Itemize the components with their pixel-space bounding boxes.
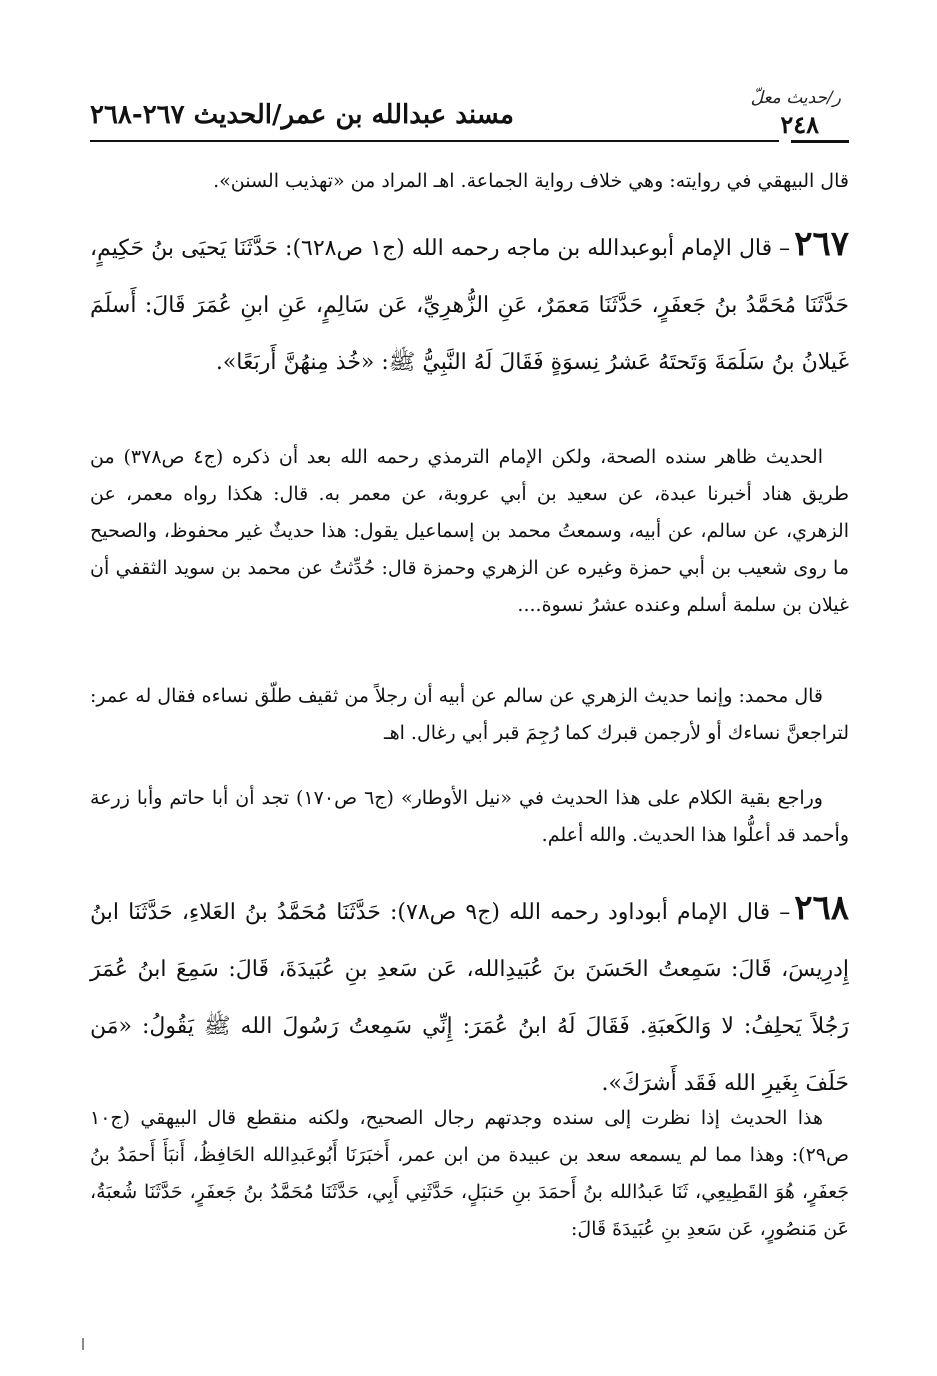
commentary-paragraph: هذا الحديث إذا نظرت إلى سنده وجدتهم رجال الصحيح، ولكنه منقطع قال البيهقي (ج١٠ ص٢٩): وهذا مما لم يسمعه سعد بن عبيدة من ابن عمر، أَخبَرَنَا أَبُوعَبدِالله الحَافِظُ، أَنبَأَ أَحمَدُ بنُ جَعفَرٍ، هُوَ القَطِيعِي، ثَنَا عَبدُالله بنُ أَحمَدَ بنِ حَنبَلٍ، حَدَّثَنِي أَبِي، حَدَّثَنَا مُحَمَّدُ بنُ جَعفَرٍ، حَدَّثَنَا شُعبَةُ، عَن مَنصُورٍ، عَن سَعدِ بنِ عُبَيدَةَ قَالَ:	[90, 1107, 849, 1240]
handwritten-note: ر/حديث معلّ	[750, 88, 841, 108]
hadith-268-text	[90, 880, 849, 1112]
header-rule	[90, 140, 779, 142]
page-number-underline	[791, 140, 849, 143]
running-title: مسند عبدالله بن عمر/الحديث ٢٦٧-٢٦٨	[90, 100, 514, 130]
hadith-267-number: ٢٦٧	[794, 224, 849, 264]
page-number: ٢٤٨	[780, 110, 819, 139]
hadith-267-commentary-3	[90, 780, 849, 854]
intro-block	[90, 163, 849, 200]
hadith-268-number: ٢٦٨	[794, 888, 849, 928]
hadith-267-commentary	[90, 439, 849, 624]
intro-paragraph: قال البيهقي في روايته: وهي خلاف رواية الجماعة. اهـ المراد من «تهذيب السنن».	[213, 170, 849, 192]
page-header	[90, 88, 849, 146]
hadith-267-text	[90, 216, 849, 391]
hadith-268-commentary	[90, 1100, 849, 1248]
commentary-paragraph: قال محمد: وإنما حديث الزهري عن سالم عن أبيه أن رجلاً من ثقيف طلّق نساءه فقال له عمر: لتراجعنَّ نساءك أو لأرجمن قبرك كما رُجِمَ قبر أبي رغال. اهـ	[90, 685, 849, 744]
hadith-267-body: – قال الإمام أبوعبدالله بن ماجه رحمه الله (ج١ ص٦٢٨): حَدَّثَنَا يَحيَى بنُ حَكِيمٍ، حَدَّثَنَا مُحَمَّدُ بنُ جَعفَرٍ، حَدَّثَنَا مَعمَرٌ، عَنِ الزُّهرِيِّ، عَن سَالِمٍ، عَنِ ابنِ عُمَرَ قَالَ: أَسلَمَ غَيلانُ بنُ سَلَمَةَ وَتَحتَهُ عَشرُ نِسوَةٍ فَقَالَ لَهُ النَّبِيُّ ﷺ: «خُذ مِنهُنَّ أَربَعًا».	[90, 236, 849, 375]
margin-mark	[82, 1338, 84, 1350]
hadith-267	[90, 216, 849, 391]
hadith-267-commentary-2	[90, 678, 849, 752]
hadith-268-body: – قال الإمام أبوداود رحمه الله (ج٩ ص٧٨): حَدَّثَنَا مُحَمَّدُ بنُ العَلاءِ، حَدَّثَنَا ابنُ إِدرِيسَ، قَالَ: سَمِعتُ الحَسَنَ بنَ عُبَيدِالله، عَن سَعدِ بنِ عُبَيدَةَ، قَالَ: سَمِعَ ابنُ عُمَرَ رَجُلاً يَحلِفُ: لا وَالكَعبَةِ. فَقَالَ لَهُ ابنُ عُمَرَ: إِنِّي سَمِعتُ رَسُولَ الله ﷺ يَقُولُ: «مَن حَلَفَ بِغَيرِ الله فَقَد أَشرَكَ».	[90, 900, 849, 1096]
commentary-paragraph: الحديث ظاهر سنده الصحة، ولكن الإمام الترمذي رحمه الله بعد أن ذكره (ج٤ ص٣٧٨) من طريق هناد أخبرنا عبدة، عن سعيد بن أبي عروبة، عن معمر به. قال: هكذا رواه معمر، عن الزهري، عن سالم، عن أبيه، وسمعتُ محمد بن إسماعيل يقول: هذا حديثٌ غير محفوظ، والصحيح ما روى شعيب بن أبي حمزة وغيره عن الزهري وحمزة قال: حُدِّثتُ عن محمد بن سويد الثقفي أن غيلان بن سلمة أسلم وعنده عشرُ نسوة....	[90, 446, 849, 616]
hadith-268	[90, 880, 849, 1112]
commentary-paragraph: وراجع بقية الكلام على هذا الحديث في «نيل الأوطار» (ج٦ ص١٧٠) تجد أن أبا حاتم وأبا زرعة وأحمد قد أعلُّوا هذا الحديث. والله أعلم.	[90, 787, 849, 846]
